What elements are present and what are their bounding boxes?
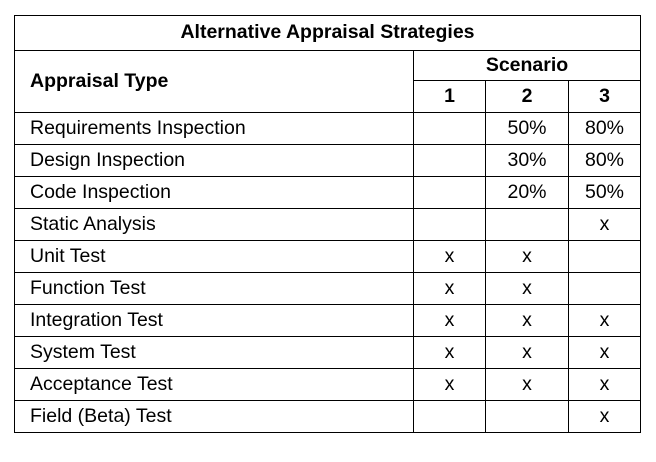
scenario-2-cell: 20% xyxy=(486,177,569,209)
appraisal-type-cell: Unit Test xyxy=(15,241,414,273)
appraisal-type-header: Appraisal Type xyxy=(15,51,414,113)
title-row xyxy=(15,16,641,51)
scenario-2-cell: x xyxy=(486,241,569,273)
scenario-3-cell xyxy=(569,241,641,273)
table-row xyxy=(15,113,641,145)
scenario-1-cell xyxy=(414,113,486,145)
scenario-2-cell: x xyxy=(486,337,569,369)
scenario-2-cell: x xyxy=(486,305,569,337)
table-row xyxy=(15,177,641,209)
table-row xyxy=(15,209,641,241)
scenario-3-cell: x xyxy=(569,369,641,401)
appraisal-type-cell: System Test xyxy=(15,337,414,369)
appraisal-type-cell: Acceptance Test xyxy=(15,369,414,401)
scenario-2-cell: 30% xyxy=(486,145,569,177)
scenario-3-cell: x xyxy=(569,337,641,369)
scenario-number-1: 1 xyxy=(414,81,486,113)
scenario-3-cell: x xyxy=(569,209,641,241)
table-row xyxy=(15,241,641,273)
table-row xyxy=(15,369,641,401)
table-row xyxy=(15,305,641,337)
scenario-1-cell xyxy=(414,209,486,241)
appraisal-type-cell: Static Analysis xyxy=(15,209,414,241)
scenario-1-cell: x xyxy=(414,305,486,337)
table-row xyxy=(15,401,641,433)
scenario-2-cell: x xyxy=(486,369,569,401)
appraisal-type-cell: Requirements Inspection xyxy=(15,113,414,145)
appraisal-type-cell: Integration Test xyxy=(15,305,414,337)
scenario-1-cell: x xyxy=(414,273,486,305)
appraisal-type-cell: Code Inspection xyxy=(15,177,414,209)
appraisal-type-cell: Design Inspection xyxy=(15,145,414,177)
scenario-1-cell xyxy=(414,401,486,433)
table-row xyxy=(15,273,641,305)
scenario-2-cell: 50% xyxy=(486,113,569,145)
appraisal-type-cell: Field (Beta) Test xyxy=(15,401,414,433)
scenario-3-cell: 80% xyxy=(569,113,641,145)
scenario-1-cell: x xyxy=(414,241,486,273)
scenario-3-cell: 50% xyxy=(569,177,641,209)
table-body xyxy=(15,113,641,433)
scenario-3-cell: 80% xyxy=(569,145,641,177)
scenario-1-cell: x xyxy=(414,337,486,369)
appraisal-strategies-table xyxy=(14,15,641,433)
table-row xyxy=(15,337,641,369)
scenario-2-cell xyxy=(486,209,569,241)
scenario-2-cell: x xyxy=(486,273,569,305)
header-row-scenario xyxy=(15,51,641,81)
scenario-3-cell: x xyxy=(569,401,641,433)
scenario-1-cell: x xyxy=(414,369,486,401)
table-title: Alternative Appraisal Strategies xyxy=(15,16,641,51)
scenario-3-cell: x xyxy=(569,305,641,337)
scenario-3-cell xyxy=(569,273,641,305)
table-row xyxy=(15,145,641,177)
scenario-number-2: 2 xyxy=(486,81,569,113)
scenario-2-cell xyxy=(486,401,569,433)
scenario-1-cell xyxy=(414,177,486,209)
appraisal-type-cell: Function Test xyxy=(15,273,414,305)
scenario-header: Scenario xyxy=(414,51,641,81)
scenario-1-cell xyxy=(414,145,486,177)
scenario-number-3: 3 xyxy=(569,81,641,113)
